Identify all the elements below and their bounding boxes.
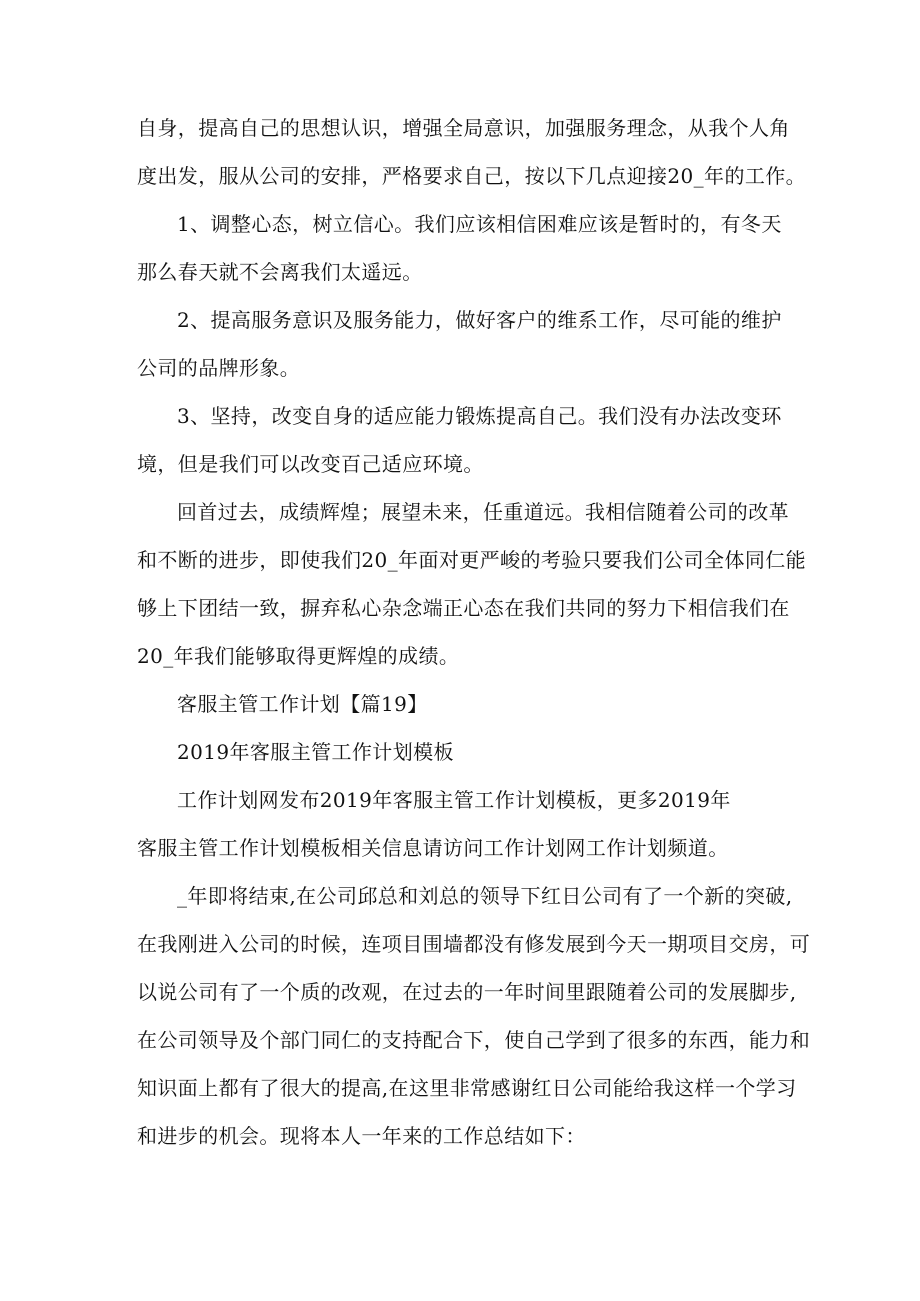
- text-line: 20_年我们能够取得更辉煌的成绩。: [137, 644, 460, 668]
- text-line: 以说公司有了一个质的改观，在过去的一年时间里跟随着公司的发展脚步,: [137, 980, 797, 1004]
- text-line: 客服主管工作计划模板相关信息请访问工作计划网工作计划频道。: [137, 836, 729, 860]
- paragraph-item-2: [137, 296, 797, 392]
- paragraph-publish-note: [137, 776, 797, 872]
- text-line: 境，但是我们可以改变百己适应环境。: [137, 452, 484, 476]
- document-body: [137, 104, 811, 1160]
- paragraph-title-2019: [137, 728, 797, 776]
- text-line: 够上下团结一致，摒弃私心杂念端正心态在我们共同的努力下相信我们在: [137, 596, 790, 620]
- text-line: _年即将结束,在公司邱总和刘总的领导下红日公司有了一个新的突破,: [177, 884, 793, 908]
- paragraph-item-1: [137, 200, 797, 296]
- paragraph-item-3: [137, 392, 797, 488]
- text-line: 客服主管工作计划【篇19】: [177, 692, 428, 716]
- text-line: 度出发，服从公司的安排，严格要求自己，按以下几点迎接20_年的工作。: [137, 164, 807, 188]
- text-line: 那么春天就不会离我们太遥远。: [137, 260, 423, 284]
- text-line: 工作计划网发布2019年客服主管工作计划模板，更多2019年: [177, 788, 731, 812]
- text-line: 2019年客服主管工作计划模板: [177, 740, 454, 764]
- paragraph-continuation: [137, 104, 807, 200]
- text-line: 知识面上都有了很大的提高,在这里非常感谢红日公司能给我这样一个学习: [137, 1076, 797, 1100]
- text-line: 3、坚持，改变自身的适应能力锻炼提高自己。我们没有办法改变环: [177, 404, 782, 428]
- text-line: 2、提高服务意识及服务能力，做好客户的维系工作，尽可能的维护: [177, 308, 782, 332]
- text-line: 公司的品牌形象。: [137, 356, 301, 380]
- text-line: 自身，提高自己的思想认识，增强全局意识，加强服务理念，从我个人角: [137, 116, 790, 140]
- text-line: 回首过去，成绩辉煌；展望未来，任重道远。我相信随着公司的改革: [177, 500, 789, 524]
- paragraph-outlook: [137, 488, 807, 680]
- text-line: 和不断的进步，即使我们20_年面对更严峻的考验只要我们公司全体同仁能: [137, 548, 807, 572]
- paragraph-heading-19: [137, 680, 797, 728]
- paragraph-summary: [137, 872, 811, 1160]
- text-line: 在公司领导及个部门同仁的支持配合下，使自己学到了很多的东西，能力和: [137, 1028, 811, 1052]
- text-line: 和进步的机会。现将本人一年来的工作总结如下：: [137, 1124, 586, 1148]
- text-line: 在我刚进入公司的时候，连项目围墙都没有修发展到今天一期项目交房，可: [137, 932, 811, 956]
- text-line: 1、调整心态，树立信心。我们应该相信困难应该是暂时的，有冬天: [177, 212, 782, 236]
